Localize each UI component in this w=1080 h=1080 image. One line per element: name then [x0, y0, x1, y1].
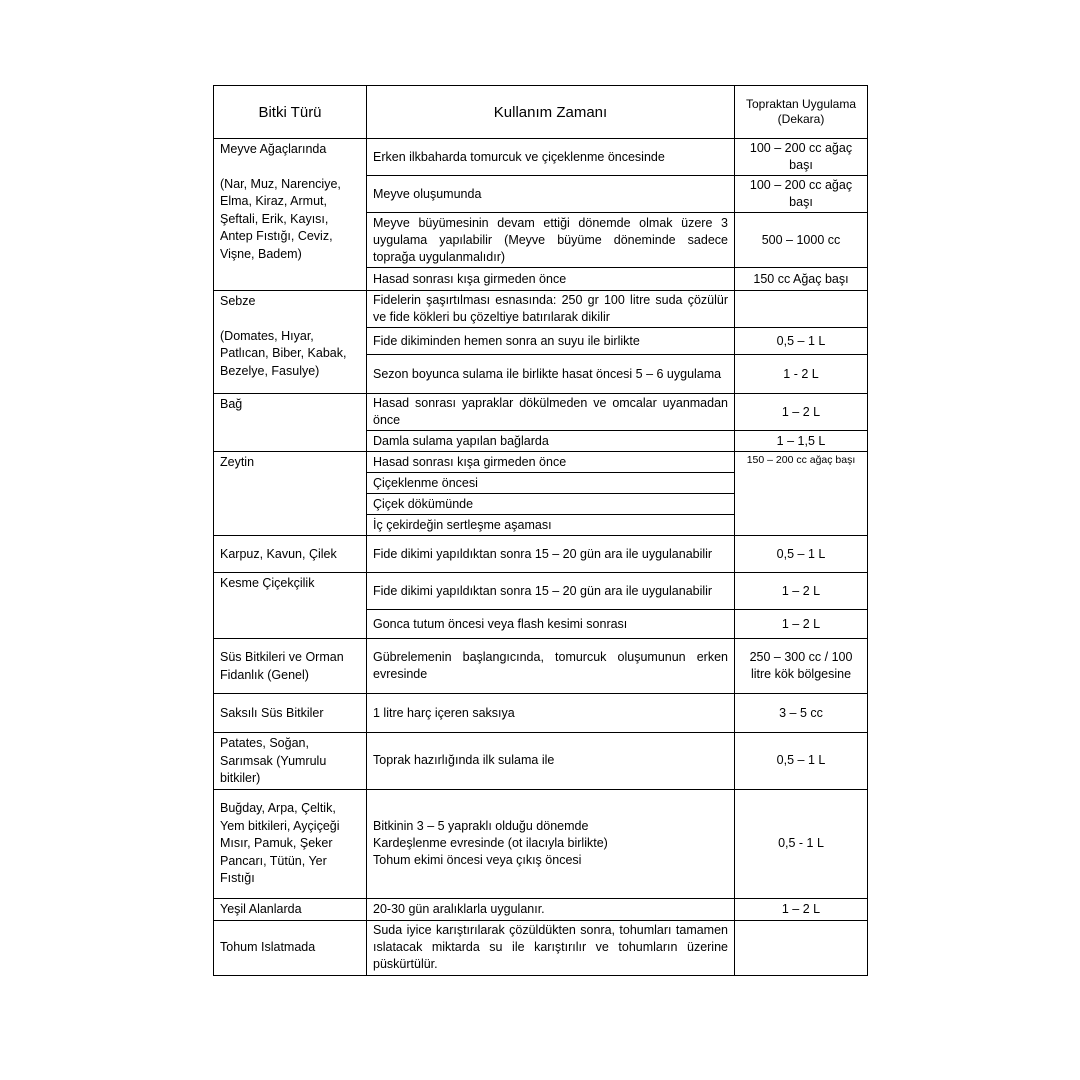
- table-row: [214, 639, 868, 694]
- plant-cut-flowers: Kesme Çiçekçilik: [214, 573, 367, 639]
- dose-cell: 250 – 300 cc / 100 litre kök bölgesine: [735, 639, 868, 694]
- dose-cell: 1 – 2 L: [735, 573, 868, 610]
- dose-cell: 150 cc Ağaç başı: [735, 268, 868, 291]
- dose-cell: 0,5 – 1 L: [735, 536, 868, 573]
- usage-cell: [367, 789, 735, 898]
- usage-cell: Erken ilkbaharda tomurcuk ve çiçeklenme öncesinde: [367, 139, 735, 176]
- dose-cell: 0,5 - 1 L: [735, 789, 868, 898]
- plant-fruit-trees: [214, 139, 367, 291]
- usage-cell: Çiçeklenme öncesi: [367, 473, 735, 494]
- dose-cell: 1 – 1,5 L: [735, 431, 868, 452]
- header-row: [214, 86, 868, 139]
- table-row: [214, 394, 868, 431]
- plant-seed-soaking: Tohum Islatmada: [214, 920, 367, 975]
- dose-cell: 500 – 1000 cc: [735, 213, 868, 268]
- usage-cell: Meyve oluşumunda: [367, 176, 735, 213]
- plant-field-crops: Buğday, Arpa, Çeltik, Yem bitkileri, Ayçiçeği Mısır, Pamuk, Şeker Pancarı, Tütün, Yer Fıstığı: [214, 789, 367, 898]
- dose-cell: 0,5 – 1 L: [735, 733, 868, 790]
- dose-cell: 1 - 2 L: [735, 355, 868, 394]
- usage-cell: Gübrelemenin başlangıcında, tomurcuk oluşumunun erken evresinde: [367, 639, 735, 694]
- plant-vegetables: [214, 291, 367, 394]
- table-row: [214, 573, 868, 610]
- dose-cell: 100 – 200 cc ağaç başı: [735, 139, 868, 176]
- table-row: [214, 139, 868, 176]
- table-row: [214, 789, 868, 898]
- dose-cell: 1 – 2 L: [735, 394, 868, 431]
- usage-cell: Toprak hazırlığında ilk sulama ile: [367, 733, 735, 790]
- usage-line: Bitkinin 3 – 5 yapraklı olduğu dönemde: [373, 819, 589, 833]
- plant-name: Meyve Ağaçlarında: [220, 142, 327, 156]
- plant-melon: Karpuz, Kavun, Çilek: [214, 536, 367, 573]
- plant-green-areas: Yeşil Alanlarda: [214, 898, 367, 920]
- usage-cell: 20-30 gün aralıklarla uygulanır.: [367, 898, 735, 920]
- usage-cell: Fide dikiminden hemen sonra an suyu ile birlikte: [367, 328, 735, 355]
- plant-olive: Zeytin: [214, 452, 367, 536]
- usage-cell: Meyve büyümesinin devam ettiği dönemde olmak üzere 3 uygulama yapılabilir (Meyve büyüme döneminde sadece toprağa uygulanmalıdır): [367, 213, 735, 268]
- usage-line: Tohum ekimi öncesi veya çıkış öncesi: [373, 853, 582, 867]
- plant-name: Sebze: [220, 294, 256, 308]
- usage-cell: Suda iyice karıştırılarak çözüldükten sonra, tohumları tamamen ıslatacak miktarda su ile karıştırılır ve tohumların üzerine püskürtülür.: [367, 920, 735, 975]
- usage-cell: Fidelerin şaşırtılması esnasında: 250 gr 100 litre suda çözülür ve fide kökleri bu çözeltiye batırılarak dikilir: [367, 291, 735, 328]
- plant-ornamental: Süs Bitkileri ve Orman Fidanlık (Genel): [214, 639, 367, 694]
- dose-cell: 0,5 – 1 L: [735, 328, 868, 355]
- header-plant-type: Bitki Türü: [214, 86, 367, 139]
- header-soil-application: Topraktan Uygulama (Dekara): [735, 86, 868, 139]
- plant-detail: (Nar, Muz, Narenciye, Elma, Kiraz, Armut, Şeftali, Erik, Kayısı, Antep Fıstığı, Ceviz, Vişne, Badem): [220, 176, 341, 261]
- table-row: [214, 898, 868, 920]
- dose-cell: [735, 920, 868, 975]
- dose-cell: 3 – 5 cc: [735, 694, 868, 733]
- usage-cell: Damla sulama yapılan bağlarda: [367, 431, 735, 452]
- dose-cell: 1 – 2 L: [735, 898, 868, 920]
- usage-cell: 1 litre harç içeren saksıya: [367, 694, 735, 733]
- table-row: [214, 733, 868, 790]
- plant-tubers: Patates, Soğan, Sarımsak (Yumrulu bitkiler): [214, 733, 367, 790]
- table-row: [214, 452, 868, 473]
- plant-vineyard: Bağ: [214, 394, 367, 452]
- usage-cell: Gonca tutum öncesi veya flash kesimi sonrası: [367, 610, 735, 639]
- table-row: [214, 291, 868, 328]
- usage-cell: Fide dikimi yapıldıktan sonra 15 – 20 gün ara ile uygulanabilir: [367, 536, 735, 573]
- usage-cell: Çiçek dökümünde: [367, 494, 735, 515]
- usage-cell: Hasad sonrası kışa girmeden önce: [367, 268, 735, 291]
- dose-cell: 150 – 200 cc ağaç başı: [735, 452, 868, 536]
- usage-cell: Fide dikimi yapıldıktan sonra 15 – 20 gün ara ile uygulanabilir: [367, 573, 735, 610]
- usage-cell: Hasad sonrası kışa girmeden önce: [367, 452, 735, 473]
- plant-potted: Saksılı Süs Bitkiler: [214, 694, 367, 733]
- table-row: [214, 536, 868, 573]
- table-row: [214, 694, 868, 733]
- usage-cell: Hasad sonrası yapraklar dökülmeden ve omcalar uyanmadan önce: [367, 394, 735, 431]
- dose-cell: [735, 291, 868, 328]
- header-usage-time: Kullanım Zamanı: [367, 86, 735, 139]
- table-row: [214, 920, 868, 975]
- usage-line: Kardeşlenme evresinde (ot ilacıyla birlikte): [373, 836, 608, 850]
- dose-cell: 100 – 200 cc ağaç başı: [735, 176, 868, 213]
- dose-cell: 1 – 2 L: [735, 610, 868, 639]
- usage-cell: Sezon boyunca sulama ile birlikte hasat öncesi 5 – 6 uygulama: [367, 355, 735, 394]
- plant-detail: (Domates, Hıyar, Patlıcan, Biber, Kabak, Bezelye, Fasulye): [220, 328, 347, 378]
- dosage-table: [213, 85, 868, 976]
- usage-cell: İç çekirdeğin sertleşme aşaması: [367, 515, 735, 536]
